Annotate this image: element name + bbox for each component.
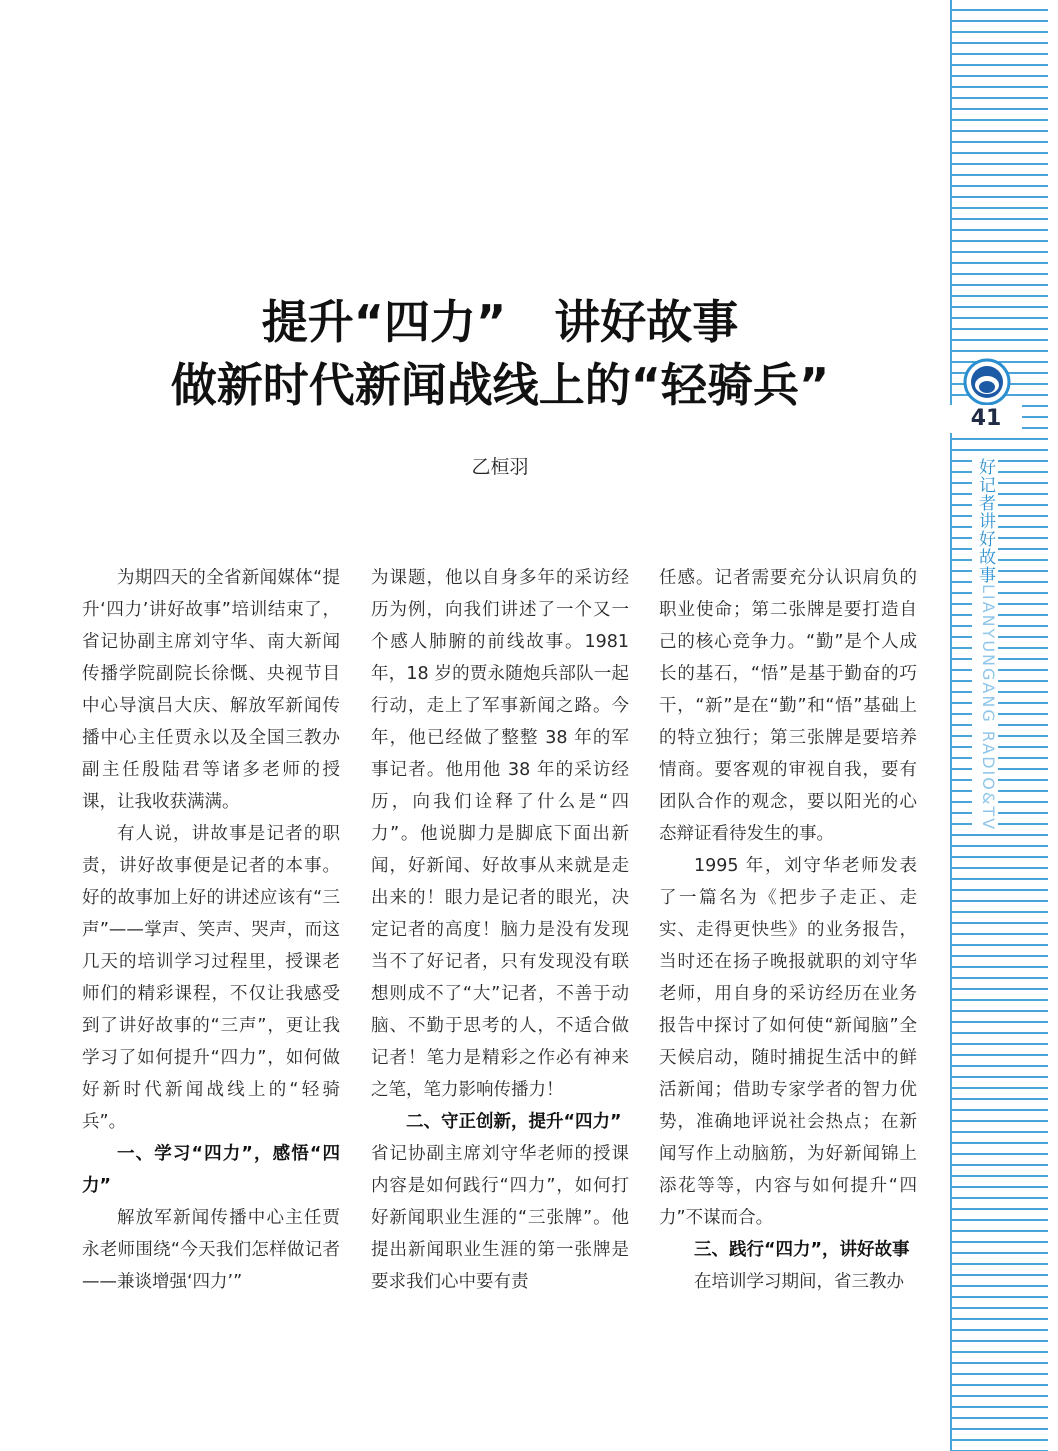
article-title-line-1: 提升“四力” 讲好故事 [261, 295, 739, 349]
text-column-2 [371, 562, 629, 1298]
text-column-1 [82, 562, 340, 1298]
decorative-stripe-band [950, 0, 1048, 1451]
section-name: 好记者讲好故事 [972, 458, 998, 584]
section-heading: 一、学习“四力”，感悟“四力” [82, 1144, 340, 1196]
body-paragraph: 任感。记者需要充分认识肩负的职业使命；第二张牌是要打造自己的核心竞争力。“勤”是个人成长的基石，“悟”是基于勤奋的巧干，“新”是在“勤”和“悟”基础上的特立独行；第三张牌是要培养情商。要客观的审视自我，要有团队合作的观念，要以阳光的心态辩证看待发生的事。 [659, 568, 917, 844]
body-paragraph: 为期四天的全省新闻媒体“提升‘四力’讲好故事”培训结束了，省记协副主席刘守华、南大新闻传播学院副院长徐慨、央视节目中心导演吕大庆、解放军新闻传播中心主任贾永以及全国三教办副主任殷陆君等诸多老师的授课，让我收获满满。 [82, 568, 340, 812]
publication-name: LIANYUNGANG RADIO&TV [972, 584, 998, 831]
article-author: 乙桓羽 [471, 456, 529, 478]
broadcast-logo-icon [963, 358, 1011, 406]
body-paragraph: 省记协副主席刘守华老师的授课内容是如何践行“四力”，如何打好新闻职业生涯的“三张牌”。他提出新闻职业生涯的第一张牌是要求我们心中要有责 [371, 1144, 629, 1292]
body-paragraph: 1995 年，刘守华老师发表了一篇名为《把步子走正、走实、走得更快些》的业务报告，当时还在扬子晚报就职的刘守华老师，用自身的采访经历在业务报告中探讨了如何使“新闻脑”全天候启动，随时捕捉生活中的鲜活新闻；借助专家学者的智力优势，准确地评说社会热点；在新闻写作上动脑筋，为好新闻锦上添花等等，内容与如何提升“四力”不谋而合。 [659, 856, 917, 1228]
section-heading: 三、践行“四力”，讲好故事 [694, 1240, 910, 1260]
page-number: 41 [950, 405, 1022, 433]
article-title-line-2: 做新时代新闻战线上的“轻骑兵” [170, 358, 830, 412]
section-heading: 二、守正创新，提升“四力” [406, 1112, 622, 1132]
body-paragraph: 解放军新闻传播中心主任贾永老师围绕“今天我们怎样做记者——兼谈增强‘四力’” [82, 1208, 340, 1292]
body-paragraph: 在培训学习期间，省三教办 [694, 1272, 904, 1292]
text-column-3 [659, 562, 917, 1298]
body-paragraph: 为课题，他以自身多年的采访经历为例，向我们讲述了一个又一个感人肺腑的前线故事。1981 年，18 岁的贾永随炮兵部队一起行动，走上了军事新闻之路。今年，他已经做了整整 38 年的军事记者。他用他 38 年的采访经历，向我们诠释了什么是“四力”。他说脚力是脚底下面出新闻，好新闻、好故事从来就是走出来的！眼力是记者的眼光，决定记者的高度！脑力是没有发现当不了好记者，只有发现没有联想则成不了“大”记者，不善于动脑、不勤于思考的人，不适合做记者！笔力是精彩之作必有神来之笔，笔力影响传播力！ [371, 568, 629, 1100]
body-paragraph: 有人说，讲故事是记者的职责，讲好故事便是记者的本事。好的故事加上好的讲述应该有“三声”——掌声、笑声、哭声，而这几天的培训学习过程里，授课老师们的精彩课程，不仅让我感受到了讲好故事的“三声”，更让我学习了如何提升“四力”，如何做好新时代新闻战线上的“轻骑兵”。 [82, 824, 340, 1132]
